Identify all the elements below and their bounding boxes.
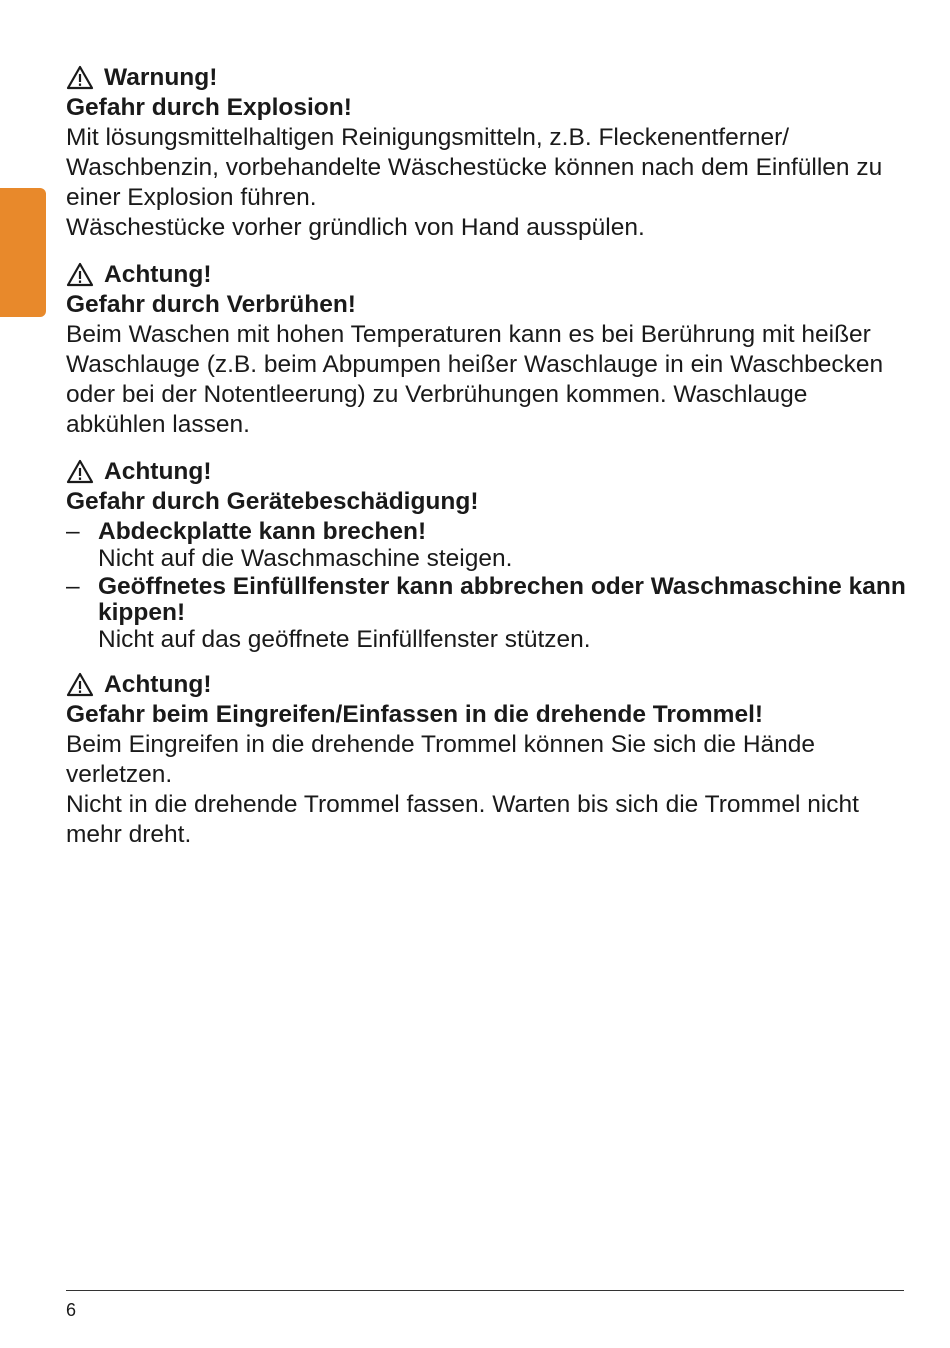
warning-triangle-icon (66, 672, 94, 697)
warning-triangle-icon (66, 459, 94, 484)
list-item-title: Geöffnetes Einfüllfenster kann abbrechen oder Waschmaschine kann kippen! (98, 573, 906, 626)
paragraph: Wäschestücke vorher gründlich von Hand ausspülen. (66, 214, 645, 241)
heading-text: Warnung! (104, 64, 218, 91)
list-dash: – (66, 573, 80, 600)
chapter-tab (0, 188, 46, 317)
warning-triangle-icon (66, 262, 94, 287)
heading-text: Achtung! (104, 458, 212, 485)
paragraph: Mit lösungsmittelhaltigen Reinigungsmitteln, z.B. Fleckenentferner/ Waschbenzin, vorbehandelte Wäschestücke können nach dem Einfüllen zu einer Explosion führen. (66, 124, 883, 211)
paragraph: Nicht in die drehende Trommel fassen. Warten bis sich die Trommel nicht mehr dreht. (66, 791, 859, 848)
section-heading (66, 62, 906, 93)
section-subheading: Gefahr durch Verbrühen! (66, 291, 356, 318)
section-heading (66, 456, 906, 487)
list-item-body: Nicht auf das geöffnete Einfüllfenster stützen. (98, 626, 591, 653)
caution-drum (66, 669, 906, 850)
caution-device-damage (66, 456, 906, 653)
caution-scalding (66, 259, 906, 440)
page-number: 6 (66, 1300, 77, 1320)
heading-text: Achtung! (104, 261, 212, 288)
list-dash: – (66, 518, 80, 545)
section-subheading: Gefahr durch Explosion! (66, 94, 352, 121)
paragraph: Beim Waschen mit hohen Temperaturen kann es bei Berührung mit heißer Waschlauge (z.B. beim Abpumpen heißer Waschlauge in ein Waschbecken oder bei der Notentleerung) zu Verbrühungen kommen. Waschlauge abkühlen lassen. (66, 321, 884, 438)
safety-content (66, 62, 906, 866)
list-item-body: Nicht auf die Waschmaschine steigen. (98, 545, 513, 572)
section-heading (66, 259, 906, 290)
section-subheading: Gefahr durch Gerätebeschädigung! (66, 488, 479, 515)
list-item (66, 574, 906, 653)
paragraph: Beim Eingreifen in die drehende Trommel können Sie sich die Hände verletzen. (66, 731, 816, 788)
list-item (66, 519, 906, 572)
warning-triangle-icon (66, 65, 94, 90)
section-subheading: Gefahr beim Eingreifen/Einfassen in die drehende Trommel! (66, 701, 764, 728)
heading-text: Achtung! (104, 671, 212, 698)
list-item-title: Abdeckplatte kann brechen! (98, 518, 427, 545)
footer-divider (66, 1290, 904, 1291)
warning-explosion (66, 62, 906, 243)
section-heading (66, 669, 906, 700)
